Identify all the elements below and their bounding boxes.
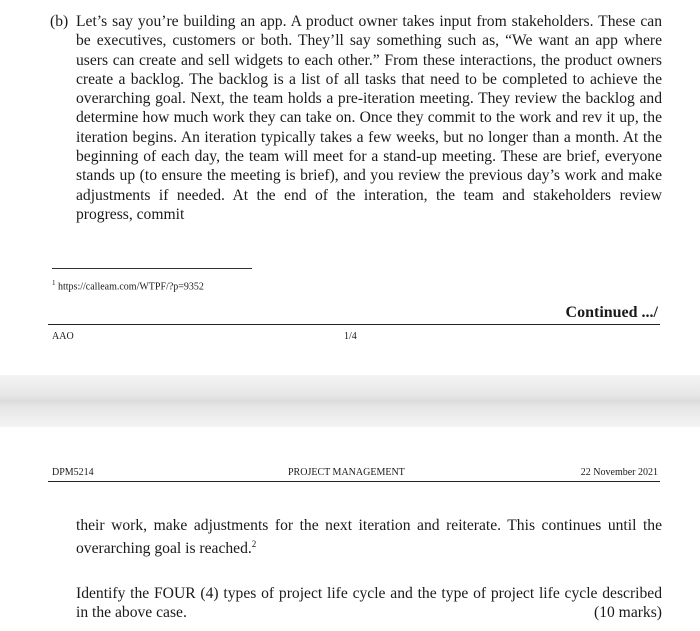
page-number: 1/4 (344, 331, 357, 342)
question-b-paragraph (50, 12, 662, 224)
header-rule (48, 481, 660, 482)
footnote-divider (52, 268, 252, 269)
continuation-paragraph (76, 516, 662, 559)
footnote-marker: 1 (52, 279, 56, 287)
question-text: Identify the FOUR (4) types of project life cycle and the type of project life cycle described in the above case. (76, 585, 662, 622)
footnote-url[interactable]: https://calleam.com/WTPF/?p=9352 (58, 281, 204, 293)
question-label: (b) (50, 13, 69, 30)
question-prompt (76, 584, 662, 623)
marks-label: (10 marks) (594, 604, 662, 622)
footer-rule (48, 324, 660, 325)
footer-initials: AAO (52, 331, 74, 342)
header-course-title: PROJECT MANAGEMENT (288, 467, 405, 478)
header-course-code: DPM5214 (52, 467, 94, 478)
footnote-ref: 2 (251, 539, 257, 550)
footnote (52, 279, 204, 292)
continued-label: Continued .../ (565, 304, 658, 321)
continuation-text: their work, make adjustments for the next iteration and reiterate. This continues until the overarching goal is reached. (76, 517, 662, 558)
case-text: Let’s say you’re building an app. A product owner takes input from stakeholders. These can be executives, customers or both. They’ll say something such as, “We want an app where users can create and sell widgets to each other.” From these interactions, the product owners create a backlog. The backlog is a list of all tasks that need to be completed to achieve the overarching goal. Next, the team holds a pre-iteration meeting. They review the backlog and determine how much work they can take on. Once they commit to the work and rev it up, the iteration begins. An iteration typically takes a few weeks, but no longer than a month. At the beginning of each day, the team will meet for a stand-up meeting. These are brief, everyone stands up (to ensure the meeting is brief), and you review the previous day’s work and make adjustments if needed. At the end of the interation, the team and stakeholders review progress, commit (76, 13, 662, 223)
header-date: 22 November 2021 (580, 467, 658, 478)
page-gap (0, 375, 700, 427)
